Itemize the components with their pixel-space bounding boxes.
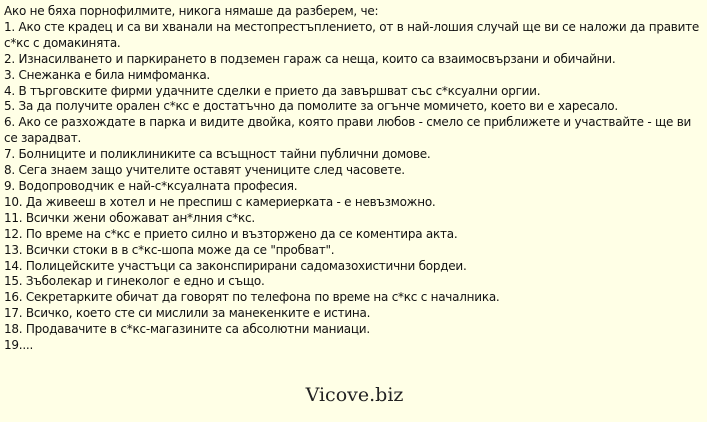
list-item: 14. Полицейските участъци са законспирирани садомазохистични бордеи. (4, 258, 467, 273)
list-item: 17. Всичко, което сте си мислили за манекенките е истина. (4, 306, 371, 321)
list-item: 16. Секретарките обичат да говорят по телефона по време на с*кс с началника. (4, 290, 500, 305)
joke-text-block (4, 4, 702, 354)
list-item: 12. По време на с*кс е прието силно и възторжено да се коментира акта. (4, 226, 458, 241)
list-item: 9. Водопроводчик е най-с*ксуалната професия. (4, 178, 298, 193)
list-item: 6. Ако се разхождате в парка и видите двойка, която прави любов - смело се приближете и участвайте - ще ви се зарадват. (4, 115, 692, 146)
list-item: 4. В търговските фирми удачните сделки е прието да завършват със с*ксуални оргии. (4, 83, 541, 98)
list-item-ellipsis: 19.... (4, 338, 34, 353)
intro-line: Ако не бяха порнофилмите, никога нямаше да разберем, че: (4, 4, 379, 18)
list-item: 11. Всички жени обожават ан*лния с*кс. (4, 210, 255, 225)
list-item: 8. Сега знаем защо учителите оставят учениците след часовете. (4, 163, 405, 178)
list-item: 3. Снежанка е била нимфоманка. (4, 67, 210, 82)
list-item: 1. Ако сте крадец и са ви хванали на местопрестъплението, от в най-лошия случай ще ви се наложи да правите с*кс с домакинята. (4, 19, 700, 50)
list-item: 15. Зъболекар и гинеколог е едно и също. (4, 274, 265, 289)
list-item: 7. Болниците и поликлиниките са всъщност тайни публични домове. (4, 147, 431, 162)
list-item: 18. Продавачите в с*кс-магазините са абсолютни маниаци. (4, 322, 370, 337)
list-item: 13. Всички стоки в в с*кс-шопа може да се "пробват". (4, 242, 335, 257)
list-item: 5. За да получите орален с*кс е достатъчно да помолите за огънче момичето, което ви е харесало. (4, 99, 618, 114)
site-watermark: Vicove.biz (305, 384, 404, 406)
list-item: 2. Изнасилването и паркирането в подземен гараж са неща, които са взаимосвързани и обичайни. (4, 51, 616, 66)
list-item: 10. Да живееш в хотел и не преспиш с камериерката - е невъзможно. (4, 194, 436, 209)
